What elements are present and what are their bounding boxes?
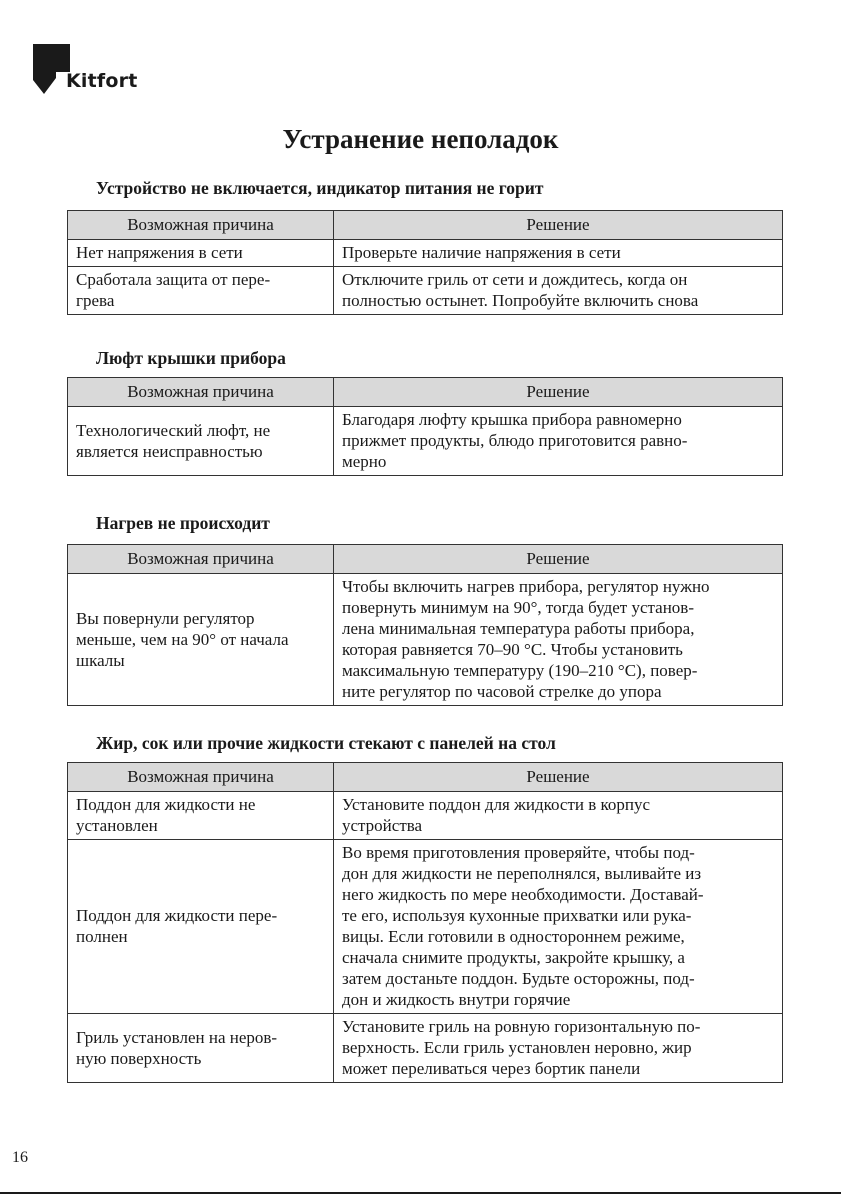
solution-cell: Отключите гриль от сети и дождитесь, когда он полностью остынет. Попробуйте включить снова: [334, 267, 783, 315]
cause-cell: Сработала защита от пере- грева: [68, 267, 334, 315]
troubleshooting-table: [67, 210, 783, 315]
solution-cell: Во время приготовления проверяйте, чтобы под- дон для жидкости не переполнялся, выливайте из него жидкость по мере необходимости. Доставай- те его, используя кухонные прихватки или рука- вицы. Если готовили в одностороннем режиме, сначала снимите продукты, закройте крышку, а затем достаньте поддон. Будьте осторожны, под- дон и жидкость внутри горячие: [334, 840, 783, 1014]
cause-cell: Поддон для жидкости пере- полнен: [68, 840, 334, 1014]
cause-cell: Вы повернули регулятор меньше, чем на 90° от начала шкалы: [68, 574, 334, 706]
header-cause: Возможная причина: [68, 211, 334, 240]
table-row: [68, 574, 783, 706]
solution-cell: Благодаря люфту крышка прибора равномерно прижмет продукты, блюдо приготовится равно- мерно: [334, 407, 783, 476]
kitfort-logo: [32, 44, 152, 96]
header-solution: Решение: [334, 378, 783, 407]
header-solution: Решение: [334, 763, 783, 792]
table-row: [68, 267, 783, 315]
solution-cell: Установите гриль на ровную горизонтальную по- верхность. Если гриль установлен неровно, жир может переливаться через бортик панели: [334, 1014, 783, 1083]
header-cause: Возможная причина: [68, 378, 334, 407]
troubleshooting-table: [67, 762, 783, 1083]
brand-name: Kitfort: [66, 70, 138, 92]
cause-cell: Технологический люфт, не является неисправностью: [68, 407, 334, 476]
header-solution: Решение: [334, 545, 783, 574]
solution-cell: Проверьте наличие напряжения в сети: [334, 240, 783, 267]
table-header-row: [68, 378, 783, 407]
cause-cell: Нет напряжения в сети: [68, 240, 334, 267]
table-row: [68, 407, 783, 476]
solution-cell: Чтобы включить нагрев прибора, регулятор нужно повернуть минимум на 90°, тогда будет установ- лена минимальная температура работы прибора, которая равняется 70–90 °С. Чтобы установить максимальную температуру (190–210 °С), повер- ните регулятор по часовой стрелке до упора: [334, 574, 783, 706]
cause-cell: Поддон для жидкости не установлен: [68, 792, 334, 840]
section-title: Жир, сок или прочие жидкости стекают с панелей на стол: [96, 733, 556, 753]
header-cause: Возможная причина: [68, 763, 334, 792]
header-cause: Возможная причина: [68, 545, 334, 574]
troubleshooting-table: [67, 544, 783, 706]
table-row: [68, 792, 783, 840]
page-title: Устранение неполадок: [282, 124, 559, 154]
section-title: Нагрев не происходит: [96, 513, 270, 533]
table-row: [68, 840, 783, 1014]
section-title: Устройство не включается, индикатор питания не горит: [96, 178, 544, 198]
page-number: 16: [12, 1149, 28, 1166]
table-row: [68, 240, 783, 267]
table-header-row: [68, 763, 783, 792]
troubleshooting-table: [67, 377, 783, 476]
header-solution: Решение: [334, 211, 783, 240]
table-header-row: [68, 211, 783, 240]
table-header-row: [68, 545, 783, 574]
cause-cell: Гриль установлен на неров- ную поверхность: [68, 1014, 334, 1083]
solution-cell: Установите поддон для жидкости в корпус устройства: [334, 792, 783, 840]
bottom-rule: [0, 1192, 841, 1194]
section-title: Люфт крышки прибора: [96, 348, 286, 368]
table-row: [68, 1014, 783, 1083]
